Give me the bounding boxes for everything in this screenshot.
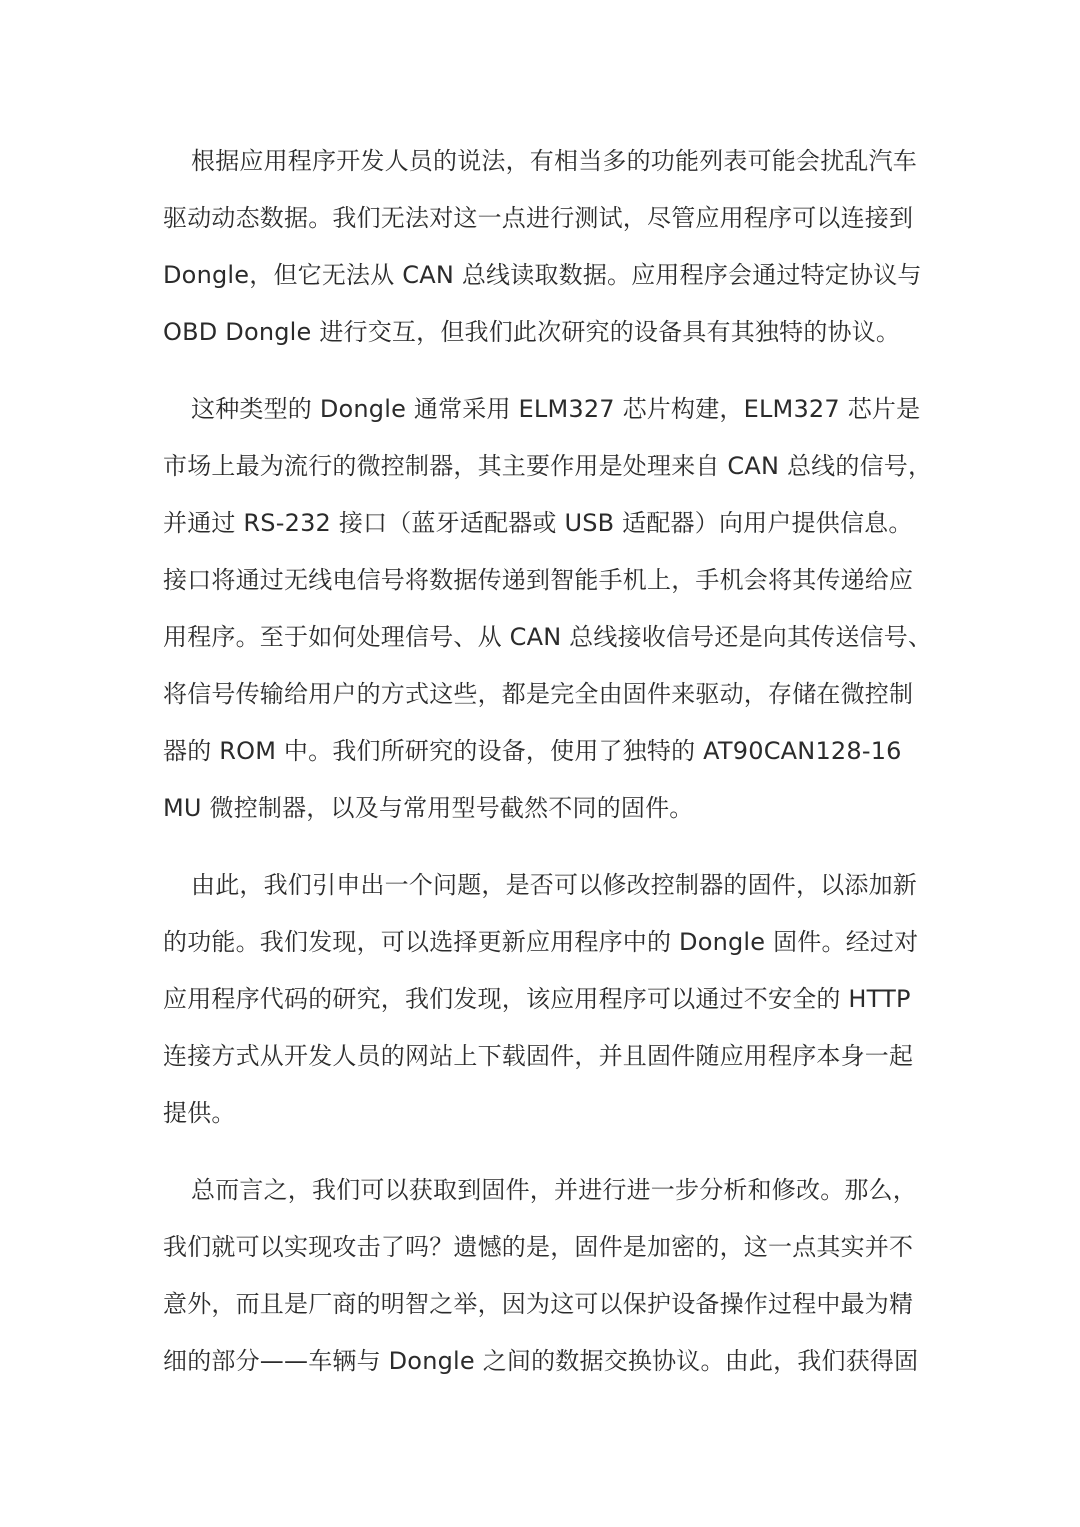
text-line: 意外，而且是厂商的明智之举，因为这可以保护设备操作过程中最为精 xyxy=(163,1290,914,1318)
text-line: 并通过 RS-232 接口（蓝牙适配器或 USB 适配器）向用户提供信息。 xyxy=(163,509,913,537)
text-line: 细的部分——车辆与 Dongle 之间的数据交换协议。由此，我们获得固 xyxy=(163,1347,919,1375)
text-line: 总而言之，我们可以获取到固件，并进行进一步分析和修改。那么， xyxy=(191,1176,917,1204)
text-line: 市场上最为流行的微控制器，其主要作用是处理来自 CAN 总线的信号， xyxy=(163,452,933,480)
text-line: 我们就可以实现攻击了吗？遗憾的是，固件是加密的，这一点其实并不 xyxy=(163,1233,914,1261)
text-line: 根据应用程序开发人员的说法，有相当多的功能列表可能会扰乱汽车 xyxy=(191,147,917,175)
text-line: MU 微控制器，以及与常用型号截然不同的固件。 xyxy=(163,794,694,822)
paragraph-4 xyxy=(163,1162,923,1390)
text-line: 连接方式从开发人员的网站上下载固件，并且固件随应用程序本身一起 xyxy=(163,1042,914,1070)
article-body xyxy=(163,133,933,1410)
text-line: 接口将通过无线电信号将数据传递到智能手机上，手机会将其传递给应 xyxy=(163,566,914,594)
text-line: 器的 ROM 中。我们所研究的设备，使用了独特的 AT90CAN128-16 xyxy=(163,737,902,765)
text-line: OBD Dongle 进行交互，但我们此次研究的设备具有其独特的协议。 xyxy=(163,318,901,346)
text-line: Dongle，但它无法从 CAN 总线读取数据。应用程序会通过特定协议与 xyxy=(163,261,922,289)
text-line: 这种类型的 Dongle 通常采用 ELM327 芯片构建，ELM327 芯片是 xyxy=(191,395,921,423)
text-line: 驱动动态数据。我们无法对这一点进行测试，尽管应用程序可以连接到 xyxy=(163,204,914,232)
text-line: 提供。 xyxy=(163,1099,236,1127)
text-line: 由此，我们引申出一个问题，是否可以修改控制器的固件，以添加新 xyxy=(191,871,917,899)
text-line: 应用程序代码的研究，我们发现，该应用程序可以通过不安全的 HTTP xyxy=(163,985,911,1013)
paragraph-3 xyxy=(163,857,923,1142)
paragraph-2 xyxy=(163,381,933,837)
text-line: 用程序。至于如何处理信号、从 CAN 总线接收信号还是向其传送信号、 xyxy=(163,623,933,651)
text-line: 将信号传输给用户的方式这些，都是完全由固件来驱动，存储在微控制 xyxy=(163,680,914,708)
paragraph-1 xyxy=(163,133,923,361)
text-line: 的功能。我们发现，可以选择更新应用程序中的 Dongle 固件。经过对 xyxy=(163,928,919,956)
